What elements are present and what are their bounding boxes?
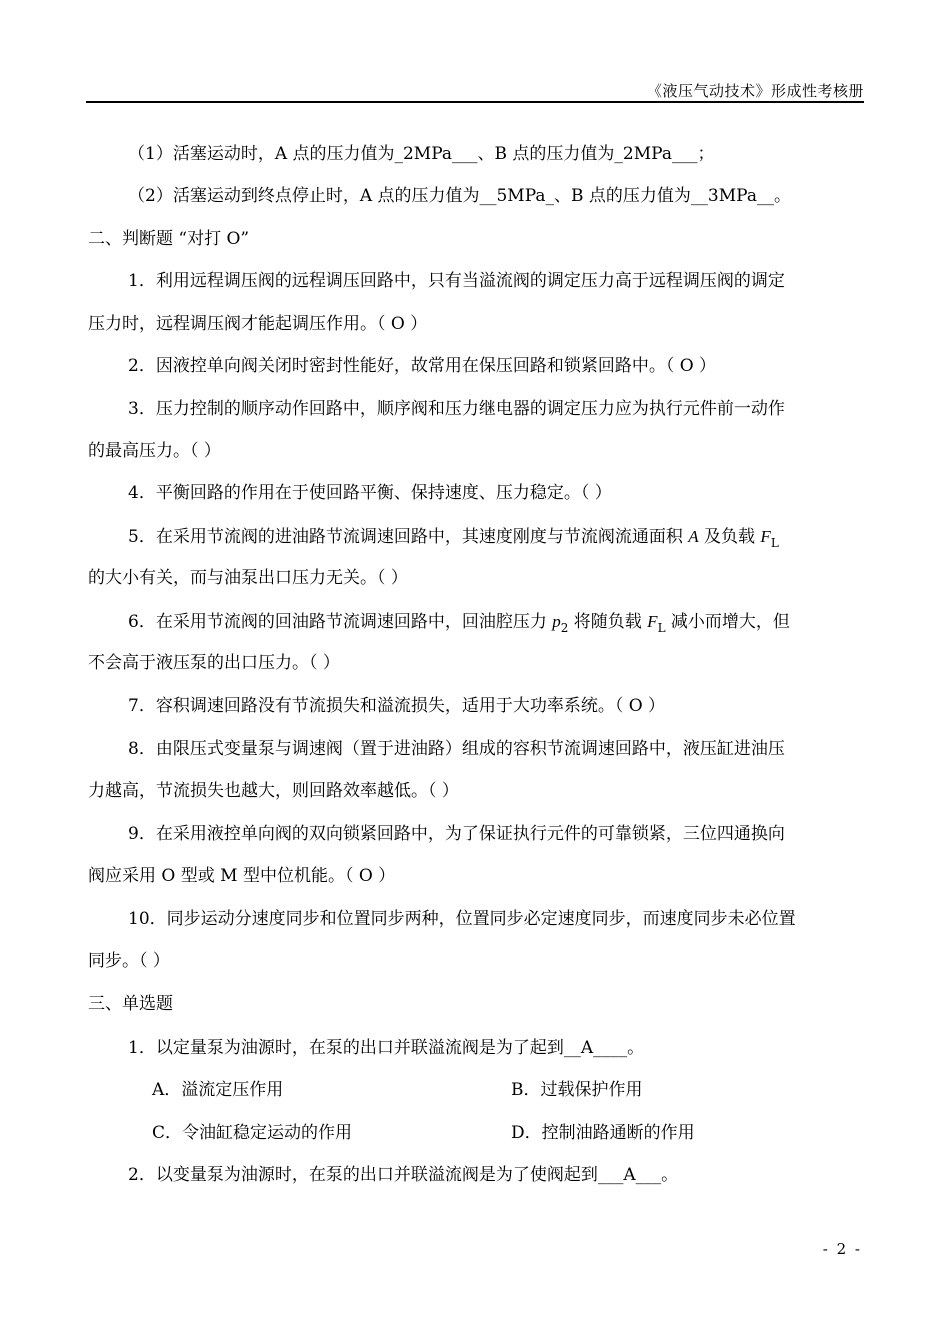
question-6-text-end: 减小而增大，但 bbox=[665, 612, 790, 632]
symbol-subscript-2: 2 bbox=[560, 621, 569, 635]
symbol-load-F: F bbox=[760, 527, 771, 546]
header-divider bbox=[86, 101, 864, 103]
answer-line-2: （2）活塞运动到终点停止时，A 点的压力值为__5MPa_、B 点的压力值为__3MPa__。 bbox=[128, 186, 791, 206]
symbol-subscript-L: L bbox=[770, 536, 779, 550]
symbol-area-A: A bbox=[688, 527, 699, 546]
question-6-line-1 bbox=[128, 612, 790, 635]
question-5-text-mid: 及负载 bbox=[698, 527, 761, 547]
question-8-line-1: 8．由限压式变量泵与调速阀（置于进油路）组成的容积节流调速回路中，液压缸进油压 bbox=[128, 739, 785, 759]
symbol-pressure-p: p bbox=[552, 612, 561, 631]
question-6-line-2: 不会高于液压泵的出口压力。（ ） bbox=[88, 653, 340, 673]
question-1-line-1: 1．利用远程调压阀的远程调压回路中，只有当溢流阀的调定压力高于远程调压阀的调定 bbox=[128, 271, 785, 291]
option-B: B．过载保护作用 bbox=[511, 1080, 643, 1100]
question-7: 7．容积调速回路没有节流损失和溢流损失，适用于大功率系统。（ O ） bbox=[128, 696, 666, 716]
option-C: C．令油缸稳定运动的作用 bbox=[152, 1123, 353, 1143]
section-heading-judgement: 二、判断题 “对打 O” bbox=[88, 229, 250, 249]
question-9-line-2: 阀应采用 O 型或 M 型中位机能。（ O ） bbox=[88, 866, 396, 886]
question-4: 4．平衡回路的作用在于使回路平衡、保持速度、压力稳定。（ ） bbox=[128, 483, 612, 503]
section-heading-single-choice: 三、单选题 bbox=[88, 994, 173, 1014]
symbol-subscript-L: L bbox=[657, 621, 666, 635]
question-8-line-2: 力越高，节流损失也越大，则回路效率越低。（ ） bbox=[88, 781, 459, 801]
question-9-line-1: 9．在采用液控单向阀的双向锁紧回路中，为了保证执行元件的可靠锁紧，三位四通换向 bbox=[128, 824, 785, 844]
question-5-line-2: 的大小有关，而与油泵出口压力无关。（ ） bbox=[88, 568, 408, 588]
page-number: - 2 - bbox=[822, 1240, 862, 1258]
question-2: 2．因液控单向阀关闭时密封性能好，故常用在保压回路和锁紧回路中。（ O ） bbox=[128, 356, 717, 376]
question-5-line-1 bbox=[128, 527, 779, 550]
question-1-line-2: 压力时，远程调压阀才能起调压作用。（ O ） bbox=[88, 314, 428, 334]
question-3-line-1: 3．压力控制的顺序动作回路中，顺序阀和压力继电器的调定压力应为执行元件前一动作 bbox=[128, 399, 785, 419]
choice-question-1: 1．以定量泵为油源时，在泵的出口并联溢流阀是为了起到__A____。 bbox=[128, 1038, 645, 1058]
question-3-line-2: 的最高压力。（ ） bbox=[88, 441, 221, 461]
choice-question-2: 2．以变量泵为油源时，在泵的出口并联溢流阀是为了使阀起到___A___。 bbox=[128, 1165, 679, 1185]
symbol-load-F: F bbox=[647, 612, 658, 631]
question-6-text: 6．在采用节流阀的回油路节流调速回路中，回油腔压力 bbox=[128, 612, 553, 632]
question-6-text-mid: 将随负载 bbox=[568, 612, 648, 632]
question-10-line-1: 10．同步运动分速度同步和位置同步两种，位置同步必定速度同步，而速度同步未必位置 bbox=[128, 909, 796, 929]
question-10-line-2: 同步。（ ） bbox=[88, 951, 170, 971]
option-D: D．控制油路通断的作用 bbox=[511, 1123, 695, 1143]
answer-line-1: （1）活塞运动时，A 点的压力值为_2MPa___、B 点的压力值为_2MPa___； bbox=[128, 144, 715, 164]
option-A: A．溢流定压作用 bbox=[152, 1080, 284, 1100]
question-5-text: 5．在采用节流阀的进油路节流调速回路中，其速度刚度与节流阀流通面积 bbox=[128, 527, 689, 547]
page-header-title: 《液压气动技术》形成性考核册 bbox=[646, 82, 864, 100]
